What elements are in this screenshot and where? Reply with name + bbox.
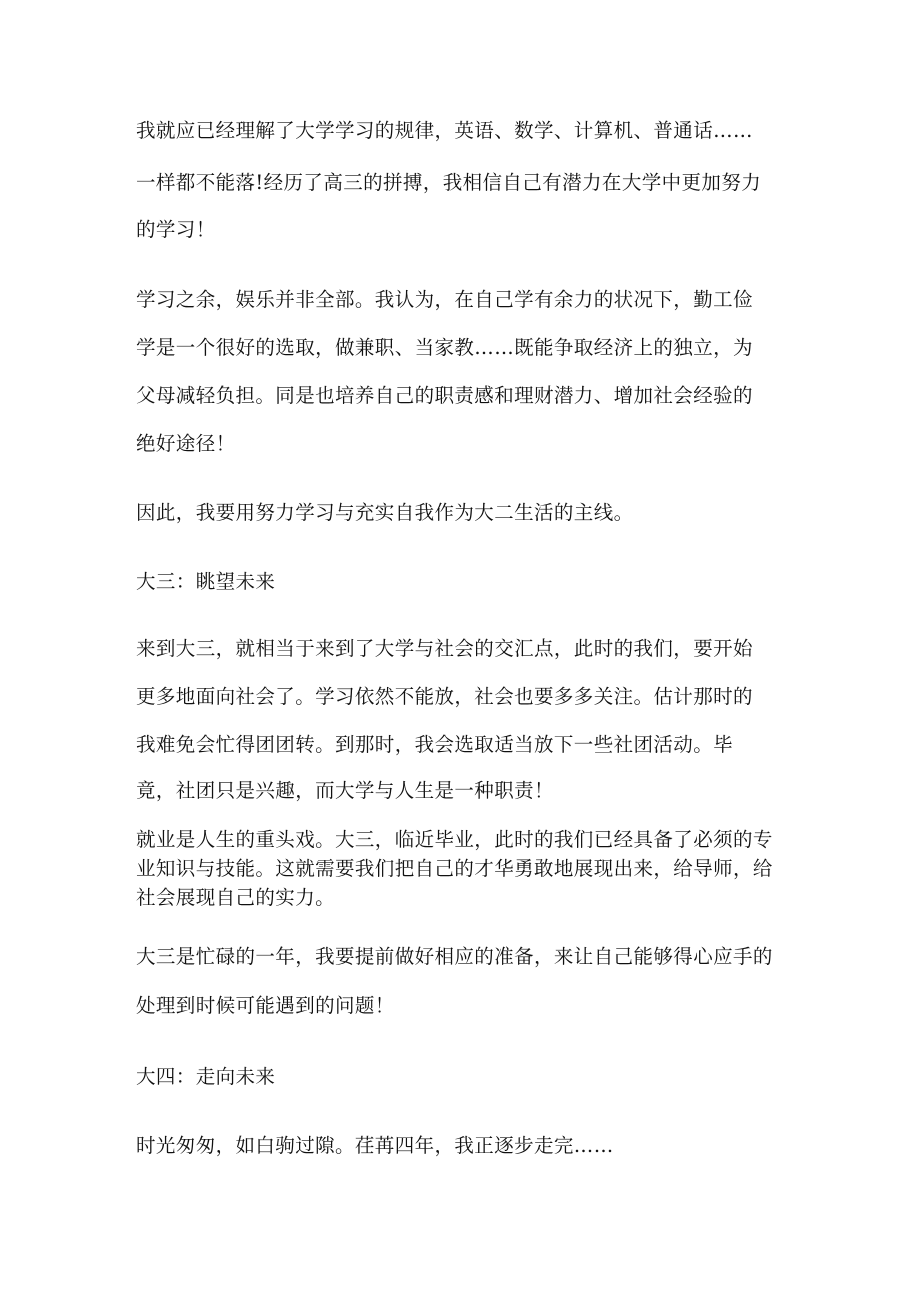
paragraph-line: 我难免会忙得团团转。到那时，我会选取适当放下一些社团活动。毕 [136,733,734,756]
paragraph-line: 的学习！ [136,218,216,241]
paragraph-line: 一样都不能落!经历了高三的拼搏，我相信自己有潜力在大学中更加努力 [136,171,762,194]
paragraph-line: 更多地面向社会了。学习依然不能放，社会也要多多关注。估计那时的 [136,685,753,708]
paragraph-line: 竟，社团只是兴趣，而大学与人生是一种职责！ [136,779,554,802]
paragraph-line: 学是一个很好的选取，做兼职、当家教……既能争取经济上的独立，为 [136,336,753,359]
paragraph-line: 学习之余，娱乐并非全部。我认为，在自己学有余力的状况下，勤工俭 [136,288,753,311]
paragraph-line: 我就应已经理解了大学学习的规律，英语、数学、计算机、普通话…… [136,119,753,142]
paragraph-line: 绝好途径！ [136,432,236,455]
paragraph-line: 因此，我要用努力学习与充实自我作为大二生活的主线。 [136,501,634,524]
paragraph-line: 处理到时候可能遇到的问题！ [136,994,395,1017]
paragraph-line: 就业是人生的重头戏。大三，临近毕业，此时的我们已经具备了必须的专 [136,828,773,851]
paragraph-line: 父母减轻负担。同是也培养自己的职责感和理财潜力、增加社会经验的 [136,384,753,407]
paragraph-line: 业知识与技能。这就需要我们把自己的才华勇敢地展现出来，给导师，给 [136,857,773,880]
section-heading-year3: 大三：眺望未来 [136,570,276,593]
paragraph-employment [136,825,786,912]
section-heading-year4: 大四：走向未来 [136,1065,276,1088]
paragraph-line: 社会展现自己的实力。 [136,886,336,909]
paragraph-line: 大三是忙碌的一年，我要提前做好相应的准备，来让自己能够得心应手的 [136,945,773,968]
paragraph-line: 来到大三，就相当于来到了大学与社会的交汇点，此时的我们，要开始 [136,637,753,660]
paragraph-line: 时光匆匆，如白驹过隙。荏苒四年，我正逐步走完…… [136,1134,614,1157]
